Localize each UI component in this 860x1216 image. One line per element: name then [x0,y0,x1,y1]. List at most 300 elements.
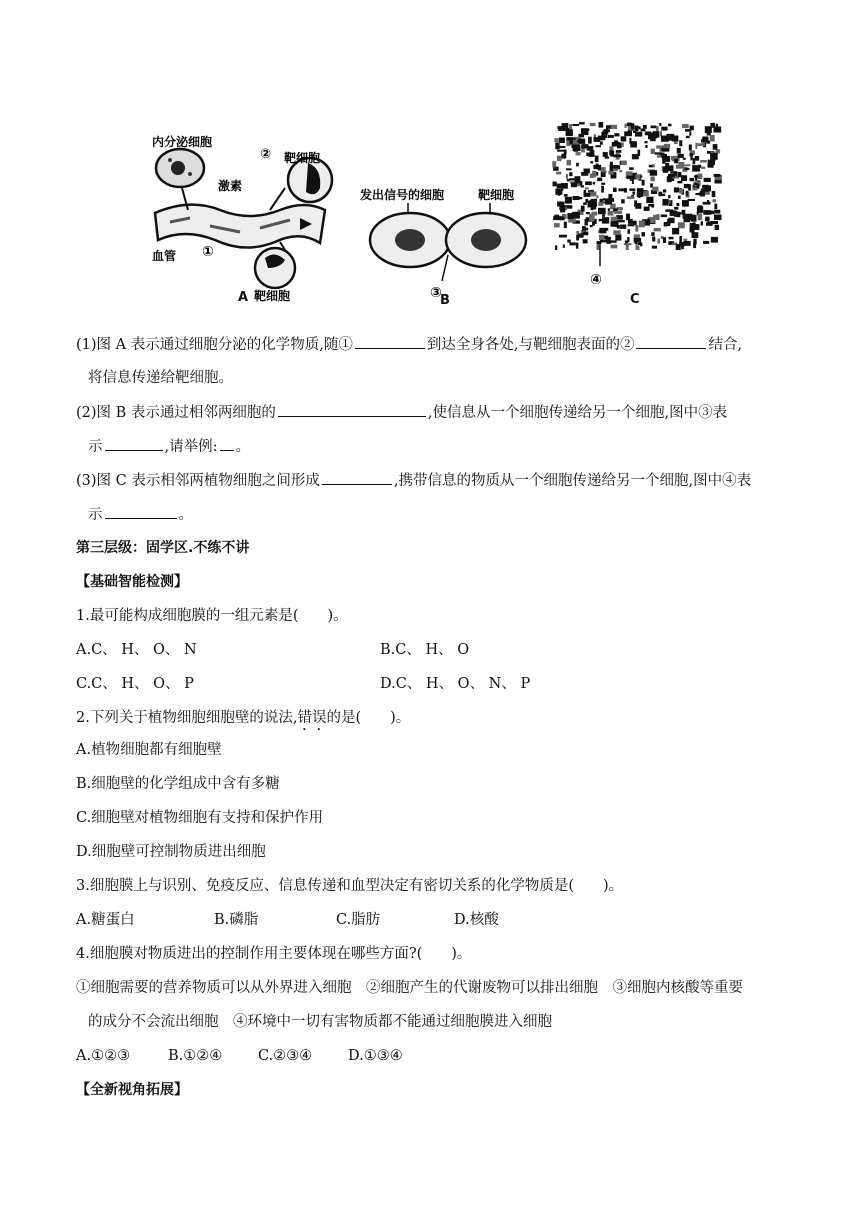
micrograph-speck [588,155,594,157]
micrograph-speck [598,208,606,215]
micrograph-speck [635,174,640,179]
question-2-stem [76,708,410,734]
micrograph-speck [667,219,670,226]
micrograph-speck [692,232,699,238]
micrograph-speck [589,214,594,221]
micrograph-speck [606,125,611,128]
micrograph-speck [664,144,670,148]
micrograph-speck [605,228,609,231]
micrograph-speck [585,181,592,185]
label-vessel: 血管 [152,249,177,263]
micrograph-speck [700,160,707,163]
micrograph-speck [694,183,697,185]
micrograph-speck [654,228,661,232]
micrograph-speck [645,145,647,148]
micrograph-speck [615,234,621,240]
fig-question-2-cont [88,436,250,457]
micrograph-speck [707,200,709,202]
micrograph-speck [693,169,700,171]
question-2-stem-b: 的是( )。 [326,710,411,726]
micrograph-speck [602,214,605,217]
micrograph-speck [632,154,639,159]
question-2-option-c[interactable]: C.细胞壁对植物细胞有支持和保护作用 [76,810,324,826]
micrograph-speck [644,207,650,211]
micrograph-speck [627,196,635,199]
micrograph-speck [554,215,559,218]
micrograph-speck [572,124,579,126]
micrograph-speck [608,171,613,175]
question-4-option-b[interactable]: B.①②④ [168,1048,223,1064]
question-2-option-b[interactable]: B.细胞壁的化学组成中含有多糖 [76,776,280,792]
micrograph-speck [637,192,643,197]
question-2-option-a[interactable]: A.植物细胞都有细胞壁 [76,742,222,758]
micrograph-speck [681,175,687,181]
micrograph-speck [573,196,580,200]
micrograph-speck [653,215,659,220]
micrograph-speck [685,168,690,170]
fig-q3-text-d: 。 [178,507,193,523]
micrograph-speck [678,196,681,199]
micrograph-speck [581,185,584,187]
micrograph-speck [621,136,627,141]
micrograph-speck [597,178,602,182]
answer-blank-1[interactable] [355,334,425,349]
micrograph-speck [652,164,654,167]
label-target-top: 靶细胞 [284,151,321,165]
micrograph-speck [701,221,703,225]
micrograph-speck [625,124,627,128]
micrograph-speck [575,176,581,183]
micrograph-speck [714,204,717,209]
micrograph-speck [627,123,632,127]
figure-c [552,122,722,307]
micrograph-speck [579,233,584,237]
micrograph-speck [677,148,681,154]
question-4-statements-2: 的成分不会流出细胞 ④环境中一切有害物质都不能通过细胞膜进入细胞 [88,1014,552,1030]
micrograph-speck [613,155,621,158]
micrograph-speck [629,167,634,170]
micrograph-speck [651,232,654,236]
micrograph-speck [685,164,690,166]
micrograph-speck [713,144,718,150]
micrograph-speck [674,207,678,210]
micrograph-speck [695,156,699,161]
micrograph-speck [710,135,715,142]
question-1-option-a[interactable]: A.C、 H、 O、 N [76,642,197,658]
micrograph-speck [579,122,585,124]
micrograph-speck [662,148,670,152]
micrograph-speck [704,178,711,182]
micrograph-speck [585,187,589,189]
answer-blank-4[interactable] [105,436,163,451]
fig-q1-text-b: 到达全身各处,与靶细胞表面的② [426,337,635,353]
micrograph-speck [596,195,598,198]
micrograph-speck [690,153,694,156]
micrograph-speck [697,206,703,213]
micrograph-speck [557,202,564,207]
micrograph-speck [613,230,620,235]
micrograph-speck [595,156,599,163]
micrograph-speck [576,152,581,155]
micrograph-speck [576,163,579,167]
micrograph-speck [618,145,621,147]
micrograph-speck [708,163,714,168]
label-hormone: 激素 [218,179,243,193]
question-3-option-d[interactable]: D.核酸 [454,912,499,928]
fig-q2-text-b: ,使信息从一个细胞传递给另一个细胞,图中③表 [427,405,728,421]
micrograph-speck [588,201,592,208]
micrograph-speck [672,228,679,235]
fig-question-3 [76,470,751,491]
micrograph-speck [585,219,588,226]
question-4-option-d[interactable]: D.①③④ [348,1048,403,1064]
micrograph-speck [701,167,705,169]
micrograph-speck [581,206,585,212]
micrograph-speck [614,211,622,214]
question-3-option-a[interactable]: A.糖蛋白 [76,912,135,928]
question-3-stem: 3.细胞膜上与识别、免疫反应、信息传递和血型决定有密切关系的化学物质是( )。 [76,878,624,894]
fig-q3-text-c: 示 [88,507,103,523]
question-1-stem: 1.最可能构成细胞膜的一组元素是( )。 [76,608,348,624]
micrograph-speck [590,123,596,126]
micrograph-speck [659,123,661,126]
micrograph-speck [682,200,689,207]
micrograph-speck [694,176,698,178]
endocrine-nucleus [171,161,185,175]
micrograph-speck [627,176,634,179]
micrograph-speck [569,178,576,180]
micrograph-speck [613,188,617,192]
micrograph-speck [710,153,718,160]
micrograph-speck [690,157,692,161]
fig-question-3-cont [88,504,193,525]
micrograph-speck [713,199,717,202]
answer-blank-3[interactable] [278,402,426,417]
micrograph-speck [693,158,696,164]
micrograph-speck [561,184,564,186]
micrograph-speck [598,202,603,206]
micrograph-speck [635,225,638,232]
micrograph-speck [566,174,568,179]
question-1-option-c[interactable]: C.C、 H、 O、 P [76,676,194,692]
micrograph-speck [714,174,721,177]
micrograph-speck [558,189,564,191]
micrograph-speck [674,187,679,192]
micrograph-speck [588,137,592,144]
micrograph-speck [605,198,612,204]
micrograph-speck [606,236,609,240]
micrograph-speck [642,232,646,236]
micrograph-speck [609,150,613,155]
micrograph-speck [660,131,662,136]
micrograph-speck [714,215,722,221]
micrograph-speck [601,167,606,172]
micrograph-speck [603,152,608,157]
micrograph-speck [567,160,572,165]
micrograph-speck [628,229,631,234]
micrograph-speck [665,209,673,211]
micrograph-speck [678,154,684,158]
micrograph-speck [567,213,573,219]
blood-vessel-shape [155,205,325,248]
micrograph-speck [668,124,672,127]
micrograph-speck [715,225,720,230]
micrograph-speck [651,177,655,182]
micrograph-speck [601,186,604,193]
micrograph-speck [650,170,657,176]
fig-q2-text-e: 。 [235,439,250,455]
micrograph-speck [608,211,614,216]
micrograph-speck [685,214,693,221]
micrograph-speck [554,223,560,227]
micrograph-speck [619,170,622,172]
micrograph-speck [652,187,658,192]
micrograph-speck [714,127,722,133]
question-2-option-d[interactable]: D.细胞壁可控制物质进出细胞 [76,844,266,860]
micrograph-speck [556,172,561,175]
label-signal-cell: 发出信号的细胞 [360,188,445,202]
micrograph-speck [557,184,562,189]
micrograph-speck [690,223,696,230]
micrograph-speck [569,172,572,176]
micrograph-speck [703,186,705,192]
micrograph-speck [674,159,678,164]
micrograph-speck [644,141,647,143]
micrograph-speck [605,157,610,159]
micrograph-speck [656,126,659,132]
micrograph-speck [595,145,601,147]
micrograph-speck [628,219,633,224]
micrograph-speck [583,232,588,236]
micrograph-speck [663,161,665,164]
micrograph-speck [560,216,564,218]
micrograph-speck [689,145,692,151]
micrograph-speck [630,141,637,147]
micrograph-speck [710,211,715,214]
micrograph-speck [613,169,618,171]
fig-question-1 [76,334,742,355]
micrograph-speck [683,213,685,218]
micrograph-speck [678,162,684,168]
micrograph-speck [716,124,718,127]
micrograph-speck [555,143,559,150]
micrograph-speck [602,217,609,223]
micrograph-speck [611,217,618,221]
micrograph-speck [643,125,647,129]
fig-q1-text-a: (1)图 A 表示通过细胞分泌的化学物质,随① [76,337,353,353]
micrograph-speck [554,138,558,143]
micrograph-speck [689,132,691,136]
micrograph-speck [702,185,709,189]
micrograph-speck [621,199,625,203]
micrograph-speck [573,145,581,151]
micrograph-speck [652,237,655,242]
micrograph-speck [571,183,577,188]
micrograph-speck [620,225,626,229]
micrograph-speck [567,179,570,181]
micrograph-speck [608,135,614,138]
question-4-statements-1: ①细胞需要的营养物质可以从外界进入细胞 ②细胞产生的代谢废物可以排出细胞 ③细胞内核酸等重要 [76,980,743,996]
micrograph-speck [706,141,710,144]
micrograph-speck [682,124,689,128]
fig-q3-text-b: ,携带信息的物质从一个细胞传递给另一个细胞,图中④表 [393,473,752,489]
micrograph-speck [629,188,635,191]
micrograph-speck [569,124,572,130]
micrograph-speck [639,221,645,228]
answer-blank-2[interactable] [636,334,706,349]
micrograph-speck [604,129,610,132]
micrograph-speck [616,150,622,153]
micrograph-speck [561,154,566,159]
micrograph-speck [653,131,660,138]
micrograph-speck [690,126,694,131]
answer-blank-7[interactable] [105,504,177,519]
micrograph-speck [581,144,588,148]
micrograph-speck [684,184,689,188]
micrograph-speck [651,149,655,154]
micrograph-speck [664,222,668,227]
micrograph-speck [621,161,627,166]
micrograph-speck [601,183,605,185]
label-circle-2: ② [260,147,272,162]
label-circle-3: ③ [430,285,442,301]
plasmodesmata-micrograph [552,122,722,250]
micrograph-speck [692,187,697,190]
micrograph-speck [600,141,603,145]
micrograph-speck [559,235,567,238]
micrograph-speck [582,128,589,131]
micrograph-speck [568,219,576,223]
fig-q3-text-a: (3)图 C 表示相邻两植物细胞之间形成 [76,473,320,489]
micrograph-speck [686,136,690,138]
micrograph-speck [553,182,557,187]
micrograph-speck [651,204,654,208]
micrograph-speck [584,193,591,197]
answer-blank-6[interactable] [322,470,392,485]
micrograph-speck [576,215,579,217]
fig-q1-text-c: 结合, [708,337,743,353]
figure-b-caption: B [440,293,450,308]
micrograph-speck [703,202,711,205]
fig-q2-text-d: ,请举例: [164,439,218,455]
micrograph-speck [609,237,611,239]
micrograph-speck [669,237,674,240]
micrograph-speck [622,143,624,147]
micrograph-speck [565,197,572,204]
micrograph-speck [641,129,646,132]
micrograph-speck [566,137,573,140]
label-circle-4: ④ [590,272,602,288]
micrograph-speck [599,235,605,240]
micrograph-speck [564,222,567,228]
micrograph-speck [601,132,607,138]
question-4-option-a[interactable]: A.①②③ [76,1048,131,1064]
label-endocrine-cell: 内分泌细胞 [152,135,213,149]
micrograph-speck [706,223,713,226]
micrograph-speck [686,191,689,196]
question-3-option-b[interactable]: B.磷脂 [214,912,259,928]
answer-blank-5[interactable] [220,436,234,451]
figure-a-caption: A [238,290,249,305]
micrograph-speck [661,215,667,218]
micrograph-speck [582,228,588,231]
micrograph-speck [614,133,619,136]
micrograph-speck [661,127,667,131]
micrograph-speck [593,165,600,169]
micrograph-speck [695,143,697,149]
micrograph-speck [659,192,663,197]
micrograph-speck [678,222,685,228]
figure-b [360,185,530,308]
micrograph-speck [645,132,651,136]
micrograph-speck [564,194,568,197]
micrograph-speck [665,163,669,170]
micrograph-speck [593,182,595,185]
label-circle-1: ① [202,244,214,260]
section-extend-heading: 【全新视角拓展】 [76,1082,188,1098]
question-2-stem-a: 2.下列关于植物细胞细胞壁的说法, [76,710,298,726]
micrograph-speck [599,122,604,128]
question-4-stem: 4.细胞膜对物质进出的控制作用主要体现在哪些方面?( )。 [76,946,472,962]
question-1-option-b[interactable]: B.C、 H、 O [380,642,470,658]
micrograph-speck [695,193,700,195]
question-2-emphasis: 错误 [297,710,327,726]
micrograph-speck [714,210,720,214]
micrograph-speck [552,161,556,167]
micrograph-speck [577,140,581,142]
micrograph-speck [678,172,682,177]
micrograph-speck [632,179,634,184]
micrograph-speck [677,203,680,206]
micrograph-speck [618,188,625,191]
micrograph-speck [590,161,593,163]
micrograph-speck [663,189,666,192]
fig-question-1-cont: 将信息传递给靶细胞。 [88,370,233,386]
micrograph-speck [705,217,709,222]
micrograph-speck [642,180,645,186]
fig-question-2 [76,402,727,423]
micrograph-speck [698,143,705,146]
micrograph-speck [558,191,561,196]
question-1-option-d[interactable]: D.C、 H、 O、 N、 P [380,676,531,692]
micrograph-speck [557,150,565,152]
figure-a [150,118,340,313]
micrograph-speck [695,224,699,230]
fig-q2-text-a: (2)图 B 表示通过相邻两细胞的 [76,405,276,421]
micrograph-speck [632,192,635,195]
question-3-option-c[interactable]: C.脂肪 [336,912,381,928]
label-target-bottom: 靶细胞 [254,289,291,303]
micrograph-speck [592,222,595,226]
section-basic-heading: 【基础智能检测】 [76,574,188,590]
micrograph-speck [701,139,706,143]
micrograph-speck [611,221,619,227]
micrograph-speck [668,174,675,178]
section-level3-heading: 第三层级：固学区.不练不讲 [76,540,250,556]
micrograph-speck [662,201,665,205]
micrograph-speck [559,138,565,144]
micrograph-speck [562,123,569,129]
micrograph-speck [655,152,662,154]
micrograph-speck [566,168,572,170]
question-4-option-c[interactable]: C.②③④ [258,1048,313,1064]
micrograph-speck [679,140,682,146]
micrograph-speck [651,126,657,129]
micrograph-speck [667,134,675,140]
micrograph-speck [566,129,573,136]
micrograph-speck [712,191,716,197]
micrograph-speck [635,203,641,209]
